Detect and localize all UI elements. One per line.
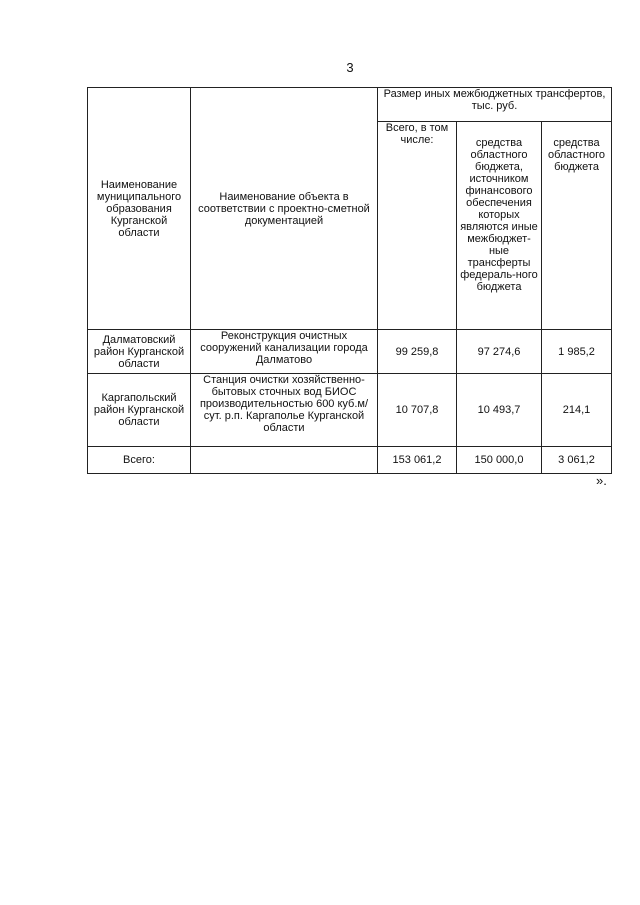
transfers-table — [87, 87, 612, 474]
totals-object — [191, 447, 378, 474]
totals-label: Всего: — [88, 447, 191, 474]
closing-quote-mark: ». — [596, 473, 607, 488]
row-total: 99 259,8 — [378, 330, 457, 374]
row-municipality: Каргапольский район Курганской области — [88, 374, 191, 447]
row-object: Станция очистки хозяйственно-бытовых сточных вод БИОС производительностью 600 куб.м/сут. р.п. Каргаполье Курганской области — [191, 374, 378, 447]
row-municipality: Далматовский район Курганской области — [88, 330, 191, 374]
page-number: 3 — [346, 60, 354, 75]
header-transfers-group: Размер иных межбюджетных трансфертов, тыс. руб. — [378, 88, 612, 122]
table-header-row — [88, 88, 612, 122]
header-regional: средства областного бюджета — [542, 122, 612, 330]
row-regional: 214,1 — [542, 374, 612, 447]
totals-total: 153 061,2 — [378, 447, 457, 474]
table-row — [88, 374, 612, 447]
header-total: Всего, в том числе: — [378, 122, 457, 330]
table-row — [88, 330, 612, 374]
totals-row — [88, 447, 612, 474]
totals-regional: 3 061,2 — [542, 447, 612, 474]
row-regional: 1 985,2 — [542, 330, 612, 374]
header-object: Наименование объекта в соответствии с проектно-сметной документацией — [191, 88, 378, 330]
row-federal-source: 97 274,6 — [457, 330, 542, 374]
row-object: Реконструкция очистных сооружений канализации города Далматово — [191, 330, 378, 374]
totals-federal-source: 150 000,0 — [457, 447, 542, 474]
row-total: 10 707,8 — [378, 374, 457, 447]
row-federal-source: 10 493,7 — [457, 374, 542, 447]
header-federal-source: средства областного бюджета, источником финансового обеспечения которых являются иные межбюджет-ные трансферты федераль-ного бюджета — [457, 122, 542, 330]
header-municipality: Наименование муниципального образования Курганской области — [88, 88, 191, 330]
